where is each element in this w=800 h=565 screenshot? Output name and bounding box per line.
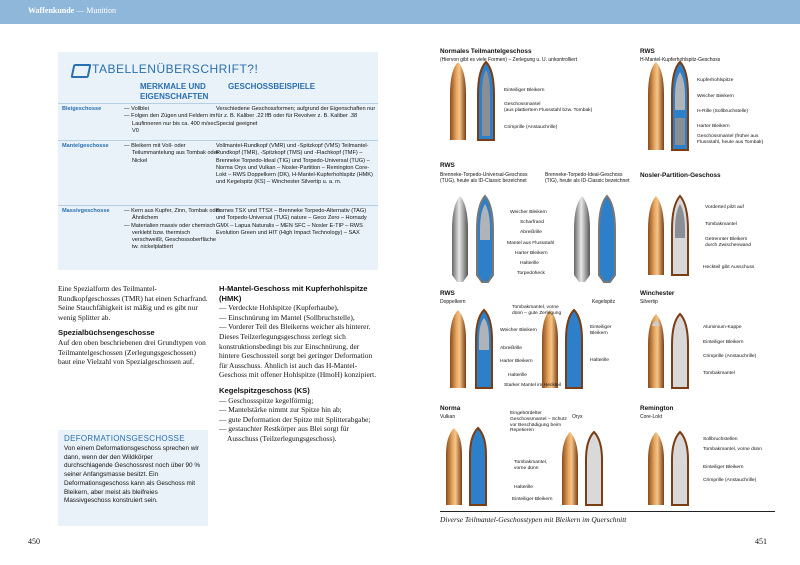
fig-sub: Brenneke-Torpedo-Ideal-Geschoss (TIG), heute als ID-Classic bezeichnet <box>545 172 630 185</box>
list-item: — gute Deformation der Spitze mit Splitterabgabe; <box>219 414 371 424</box>
annotation: H-Rille (Sollbruchstelle) <box>697 109 749 114</box>
heading-hmk: H-Mantel-Geschoss mit Kupferhohlspitze (HMK) <box>219 284 368 303</box>
annotation: Flussstahl, heute aus Tombak) <box>697 140 764 145</box>
fig-sub: (Hiervon gibt es viele Formen) – Zerlegung u. U. unkontrolliert <box>440 57 578 63</box>
page-number-left: 450 <box>28 537 40 546</box>
annotation: Weicher Bleikern <box>510 210 547 215</box>
annotation: Tombakmantel <box>705 222 737 227</box>
annotation: Einteiliger Bleikern <box>703 465 744 470</box>
list-item: — Geschossspitze kegelförmig; <box>219 395 314 405</box>
bullet-rws-torpedo <box>452 196 615 282</box>
list-item: — Mantelstärke nimmt zur Spitze hin ab; <box>219 405 342 415</box>
info-box-title: DEFORMATIONSGESCHOSSE <box>64 434 185 443</box>
annotation: Sollbruchstellen <box>703 437 738 442</box>
fig-title: RWS <box>640 48 655 55</box>
bullet-remington-corelokt <box>648 432 688 505</box>
annotation: Aluminium-Kappe <box>703 325 742 330</box>
annotation: Einteiliger Bleikern <box>504 88 545 93</box>
row-features: — Bleikern mit Voll- oder Teilummantelung aus Tombak oder Nickel <box>124 143 219 164</box>
annotation: Geschossmantel (früher aus <box>697 134 759 139</box>
annotation: Weicher Bleikern <box>697 94 734 99</box>
annotation: Halterille <box>514 485 534 490</box>
fig-sub: Silvertip <box>640 299 658 305</box>
annotation: Abreißrille <box>500 346 523 351</box>
row-features: — Vollblei — Folgen den Zügen und Feldern im Laufinneren nur bis ca. 400 m/sec V0 <box>124 106 217 134</box>
fig-sub: Brenneke-Torpedo-Universal-Geschoss (TUG), heute als ID-Classic bezeichnet <box>440 172 528 185</box>
annotation: Crimprille (Anstauchrille) <box>703 354 757 359</box>
annotation: Kupferhohlspitze <box>697 78 734 83</box>
list-item: — Verdeckte Hohlspitze (Kupferhaube), <box>219 303 339 313</box>
column-header-examples: GESCHOSSBEISPIELE <box>228 82 316 91</box>
header-subsection: Munition <box>86 6 117 15</box>
bullet-core <box>482 70 490 136</box>
hmk-paragraph: Dieses Teilzerlegungsgeschoss zerlegt sich konstruktionsbedingt bis zur Einschnürung, der hintere Geschossteil sorgt bei geringer Deformation für Ausschuss. Ähnlich ist auch das H-Mantel-Geschoss mit offener Hohlspitze (HmoH) konzipiert. <box>219 331 377 380</box>
heading-ks: Kegelspitzgeschoss (KS) <box>219 385 310 395</box>
annotation: Halterille <box>590 358 610 363</box>
heading-spezial: Spezialbüchsengeschosse <box>58 328 155 338</box>
annotation: Tombakmantel <box>703 371 735 376</box>
row-label: Mantelgeschosse <box>62 143 109 149</box>
annotation: Einteiliger Bleikern <box>512 497 553 502</box>
annotation: Halterille <box>520 261 540 266</box>
figure-caption: Diverse Teilmantel-Geschosstypen mit Bleikern im Querschnitt <box>440 515 627 524</box>
fig-title: Winchester <box>640 290 675 297</box>
annotation: Crimprille (Anstauchrille) <box>504 125 558 130</box>
fig-title: Nosler-Partition-Geschoss <box>640 172 721 179</box>
bullet-photo <box>450 62 466 140</box>
annotation: Harter Bleikern <box>515 251 548 256</box>
info-box-text: Von einem Deformationsgeschoss sprechen wir dann, wenn der den Wildkörper durchschlagende Geschossrest noch über 90 % seiner Anfangsmasse besitzt. Ein Deformationsgeschoss kann als Geschoss mit Bleikern, aber meist als bleifreies Massivgeschoss konstruiert sein. <box>64 445 201 505</box>
caption-rule <box>440 511 775 512</box>
column-header-features: MERKMALE UND EIGENSCHAFTEN <box>140 82 209 101</box>
annotation: Tombakmantel, vorne dünn <box>703 447 762 452</box>
annotation: Harter Bleikern <box>500 359 533 364</box>
row-features: — Kern aus Kupfer, Zinn, Tombak oder Ähnlichem — Materialien massiv oder chemisch verklebt bzw. thermisch verschweißt, Geschossoberfläche tw. nickelplattiert <box>124 208 221 251</box>
annotation: Eingebördelter Geschossmantel – Schutz vor Beschädigung beim Repetieren <box>510 411 567 434</box>
bullet-winchester-silvertip <box>648 314 688 388</box>
fig-title: Normales Teilmantelgeschoss <box>440 48 532 55</box>
annotation: Harter Bleikern <box>697 124 730 129</box>
fig-sub: Kegelspitz <box>592 299 616 305</box>
row-examples: Barnes TSX und TTSX – Brenneke Torpedo-Alternativ (TAG) und Torpedo-Universal (TUG) nature – Geco Zero – Hornady GMX – Lapua Naturalis – MEN SFC – Nosler E-TIP – RWS Evolution Green und HIT (High Impact Technology) – SAX <box>216 208 367 236</box>
annotation: durch Zwischenwand <box>705 243 751 248</box>
spezial-paragraph: Auf den oben beschriebenen drei Grundtypen von Teilmantelgeschossen (Zerlegungsgeschossen) baut eine Vielzahl von Spezialgeschossen auf. <box>58 337 206 367</box>
annotation: Tombakmantel, vorne dünn <box>514 460 548 471</box>
fig-sub: Vulkan <box>440 414 456 420</box>
intro-paragraph: Eine Spezialform des Teilmantel-Rundkopfgeschosses (TMR) hat einen Scharfrand. Seine Stauchfähigkeit ist mäßig und es gibt nur wenig Splitter ab. <box>58 284 208 322</box>
bullet-rws-hmk <box>648 62 688 150</box>
row-label: Massivgeschosse <box>62 208 110 214</box>
fig-sub: H-Mantel-Kupferhohlspitz-Geschoss <box>640 57 721 63</box>
annotation: Crimprille (Anstauchrille) <box>703 478 757 483</box>
fig-title: RWS <box>440 162 455 169</box>
row-examples: Vollmantel-Rundkopf (VMR) und -Spitzkopf (VMS) Teilmantel-Rundkopf (TMR), -Spitzkopf (TMS) und -Flachkopf (TMF) – Brenneke Torpedo-Ideal (TIG) und Torpedo-Universal (TUG) – Norma Oryx und Vulkan – Nosler-Partition – Remington Core-Lokt – RWS Doppelkern (DK), H-Mantel-Kupferhohlspitz (HMK) und Kegelspitz (KS) – Winchester Silvertip u. a. m. <box>216 143 373 186</box>
annotation: Halterille <box>508 373 528 378</box>
bullet-normal-teilmantel <box>450 62 494 140</box>
table-title: TABELLENÜBERSCHRIFT?! <box>72 62 258 76</box>
annotation: Geschossmantel <box>504 102 541 107</box>
header-separator: — <box>76 6 85 15</box>
fig-sub: Doppelkern <box>440 299 466 305</box>
annotation: Torpedoheck <box>517 271 546 276</box>
fig-title: RWS <box>440 290 455 297</box>
annotation: Vorderteil pilzt auf <box>705 205 744 210</box>
annotation: Einteiliger Bleikern <box>590 325 612 336</box>
list-item: — Vorderer Teil des Bleikerns weicher als hinterer. <box>219 322 371 332</box>
annotation: Scharfrand <box>520 220 544 225</box>
page-number-right: 451 <box>755 537 767 546</box>
fig-sub: Core-Lokt <box>640 414 662 420</box>
annotation: Abreißrille <box>520 230 543 235</box>
fig-title: Remington <box>640 405 674 412</box>
bullet-nosler-partition <box>648 196 688 275</box>
list-item: — gestauchter Restkörper aus Blei sorgt für Ausschuss (Teilzerlegungsgeschoss). <box>219 424 349 443</box>
annotation: Weicher Bleikern <box>500 328 537 333</box>
annotation: Getrennter Bleikern <box>705 237 748 242</box>
list-item: — Einschnürung im Mantel (Sollbruchstelle), <box>219 312 355 322</box>
fig-sub: Oryx <box>572 414 583 420</box>
annotation: Heckteil gibt Ausschuss <box>703 265 755 270</box>
header-section: Waffenkunde <box>28 6 75 15</box>
row-examples: Verschiedene Geschossformen; aufgrund der Eigenschaften nur für z. B. Kaliber .22 lfB oder für Revolver z. B. Kaliber .38 Special geeignet <box>216 106 376 127</box>
annotation: Starker Mantel im Heckteil <box>504 383 562 388</box>
annotation: Tombakmantel, vorne dünn – gute Zerlegung <box>512 305 562 316</box>
row-label: Bleigeschosse <box>62 106 102 112</box>
annotation: Einteiliger Bleikern <box>703 340 744 345</box>
fig-title: Norma <box>440 405 461 412</box>
annotation: Mantel aus Flussstahl <box>507 241 555 246</box>
annotation: (aus plattiertem Flussstahl bzw. Tombak) <box>504 108 593 113</box>
